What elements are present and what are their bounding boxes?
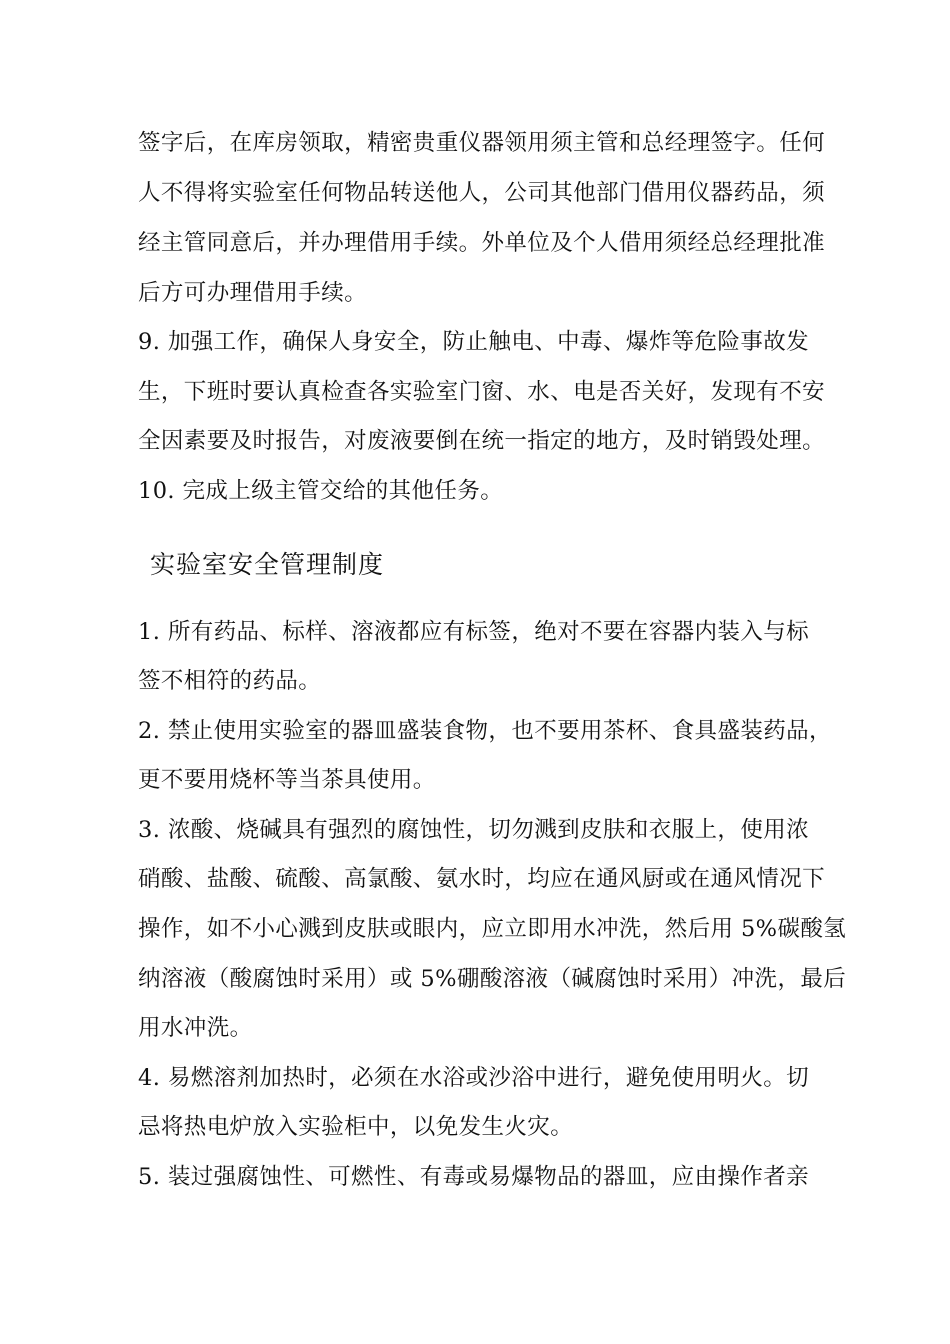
paragraph-line: 人不得将实验室任何物品转送他人，公司其他部门借用仪器药品，须 <box>138 180 826 206</box>
paragraph-line: 经主管同意后，并办理借用手续。外单位及个人借用须经总经理批准 <box>138 230 826 256</box>
paragraph-line: 后方可办理借用手续。 <box>138 280 368 306</box>
list-item-9-line: 9. 加强工作，确保人身安全，防止触电、中毒、爆炸等危险事故发 <box>138 329 810 355</box>
rule-2-line: 2. 禁止使用实验室的器皿盛装食物，也不要用茶杯、食具盛装药品， <box>138 718 832 744</box>
rule-3-line: 操作，如不小心溅到皮肤或眼内，应立即用水冲洗，然后用 5%碳酸氢 <box>138 916 847 942</box>
rule-3-line: 硝酸、盐酸、硫酸、高氯酸、氨水时，均应在通风厨或在通风情况下 <box>138 866 826 892</box>
rule-4-line: 4. 易燃溶剂加热时，必须在水浴或沙浴中进行，避免使用明火。切 <box>138 1065 810 1091</box>
list-item-9-line: 全因素要及时报告，对废液要倒在统一指定的地方，及时销毁处理。 <box>138 428 826 454</box>
section-title: 实验室安全管理制度 <box>150 550 385 579</box>
rule-1-line: 1. 所有药品、标样、溶液都应有标签，绝对不要在容器内装入与标 <box>138 619 810 645</box>
rule-5-line: 5. 装过强腐蚀性、可燃性、有毒或易爆物品的器皿，应由操作者亲 <box>138 1164 810 1190</box>
rule-3-line: 用水冲洗。 <box>138 1015 253 1041</box>
rule-4-line: 忌将热电炉放入实验柜中，以免发生火灾。 <box>138 1114 574 1140</box>
paragraph-line: 签字后，在库房领取，精密贵重仪器领用须主管和总经理签字。任何 <box>138 130 826 156</box>
list-item-10-line: 10. 完成上级主管交给的其他任务。 <box>138 478 504 504</box>
rule-3-line: 3. 浓酸、烧碱具有强烈的腐蚀性，切勿溅到皮肤和衣服上，使用浓 <box>138 817 810 843</box>
list-item-9-line: 生，下班时要认真检查各实验室门窗、水、电是否关好，发现有不安 <box>138 379 826 405</box>
rule-1-line: 签不相符的药品。 <box>138 668 322 694</box>
rule-3-line: 纳溶液（酸腐蚀时采用）或 5%硼酸溶液（碱腐蚀时采用）冲洗，最后 <box>138 966 847 992</box>
rule-2-line: 更不要用烧杯等当茶具使用。 <box>138 767 436 793</box>
